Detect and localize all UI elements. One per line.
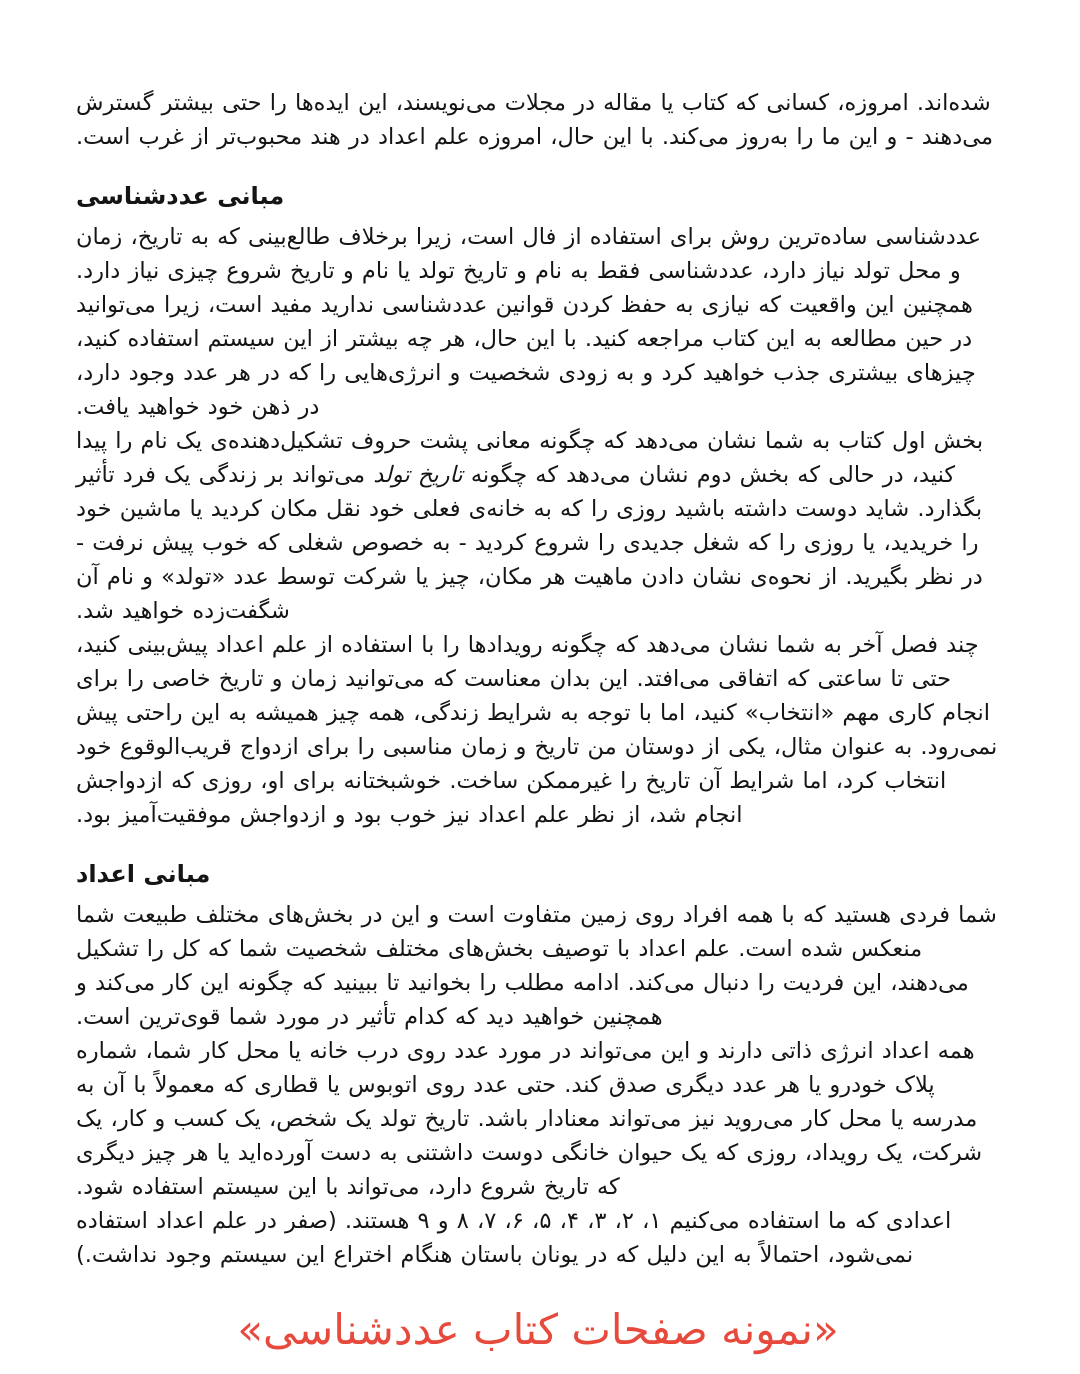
paragraph-individuality: شما فردی هستید که با همه افراد روی زمین متفاوت است و این در بخش‌های مختلف طبیعت شما منعکس شده است. علم اعداد با توصیف بخش‌های مختلف شخصیت شما که کل را تشکیل می‌دهند، این فردیت را دنبال می‌کند. ادامه مطلب را بخوانید تا ببینید که چگونه این کار می‌کند و همچنین خواهید دید که کدام تأثیر در مورد شما قوی‌ترین است. bbox=[76, 902, 997, 1030]
paragraph-event-prediction: چند فصل آخر به شما نشان می‌دهد که چگونه رویدادها را با استفاده از علم اعداد پیش‌بینی کنید، حتی تا ساعتی که اتفاقی می‌افتد. این بدان معناست که می‌توانید زمان و تاریخ خاصی را برای انجام کاری مهم «انتخاب» کنید، اما با توجه به شرایط زندگی، همه چیز همیشه به این راحتی پیش نمی‌رود. به عنوان مثال، یکی از دوستان من تاریخ و زمان مناسبی را برای ازدواج قریب‌الوقوع خود انتخاب کرد، اما شرایط آن تاریخ را غیرممکن ساخت. خوشبختانه برای او، روزی که ازدواجش انجام شد، از نظر علم اعداد نیز خوب بود و ازدواجش موفقیت‌آمیز بود. bbox=[76, 632, 998, 828]
heading-numerology-basics: مبانی عددشناسی bbox=[76, 182, 285, 210]
paragraph-numerology-method: عددشناسی ساده‌ترین روش برای استفاده از فال است، زیرا برخلاف طالع‌بینی که به تاریخ، زمان و محل تولد نیاز دارد، عددشناسی فقط به نام و تاریخ تولد یا نام و تاریخ شروع چیزی نیاز دارد. همچنین این واقعیت که نیازی به حفظ کردن قوانین عددشناسی ندارید مفید است، زیرا می‌توانید در حین مطالعه به این کتاب مراجعه کنید. با این حال، هر چه بیشتر از این سیستم استفاده کنید، چیزهای بیشتری جذب خواهید کرد و به زودی شخصیت و انرژی‌هایی را که در هر عدد وجود دارد، در ذهن خود خواهید یافت. bbox=[76, 224, 982, 420]
paragraph-book-structure-tail: می‌تواند بر زندگی یک فرد تأثیر بگذارد. شاید دوست داشته باشید روزی را که به خانه‌ی فعلی خود نقل مکان کردید یا ماشین خود را خریدید، یا روزی را که شغل جدیدی را شروع کردید - به خصوص شغلی که خوب پیش نرفت - در نظر بگیرید. از نحوه‌ی نشان دادن ماهیت هر مکان، چیز یا شرکت توسط عدد «تولد» و نام آن شگفت‌زده خواهید شد. bbox=[76, 462, 983, 624]
paragraph-number-energy: همه اعداد انرژی ذاتی دارند و این می‌تواند در مورد عدد روی درب خانه یا محل کار شما، شماره پلاک خودرو یا هر عدد دیگری صدق کند. حتی عدد روی اتوبوس یا قطاری که معمولاً با آن به مدرسه یا محل کار می‌روید نیز می‌تواند معنادار باشد. تاریخ تولد یک شخص، یک کسب و کار، یک شرکت، یک رویداد، روزی که یک حیوان خانگی دوست داشتنی به دست آورده‌اید یا هر چیز دیگری که تاریخ شروع دارد، می‌تواند با این سیستم استفاده شود. bbox=[76, 1038, 983, 1200]
heading-number-basics: مبانی اعداد bbox=[76, 860, 211, 888]
footer-sample-pages-caption: «نمونه صفحات کتاب عددشناسی» bbox=[237, 1305, 839, 1354]
paragraph-book-structure bbox=[76, 424, 1000, 628]
birth-date-emphasis: تاریخ تولد bbox=[373, 462, 463, 488]
paragraph-digits-used: اعدادی که ما استفاده می‌کنیم ۱، ۲، ۳، ۴، ۵، ۶، ۷، ۸ و ۹ هستند. (صفر در علم اعداد استفاده نمی‌شود، احتمالاً به این دلیل که در یونان باستان هنگام اختراع این سیستم وجود نداشت.) bbox=[76, 1208, 952, 1268]
paragraph-book-structure-lead: بخش اول کتاب به شما نشان می‌دهد که چگونه معانی پشت حروف تشکیل‌دهنده‌ی یک نام را پیدا کنید، در حالی که بخش دوم نشان می‌دهد که چگونه bbox=[76, 428, 984, 488]
paragraph-intro-continuation: شده‌اند. امروزه، کسانی که کتاب یا مقاله در مجلات می‌نویسند، این ایده‌ها را حتی بیشتر گسترش می‌دهند - و این ما را به‌روز می‌کند. با این حال، امروزه علم اعداد در هند محبوب‌تر از غرب است. bbox=[76, 90, 994, 150]
